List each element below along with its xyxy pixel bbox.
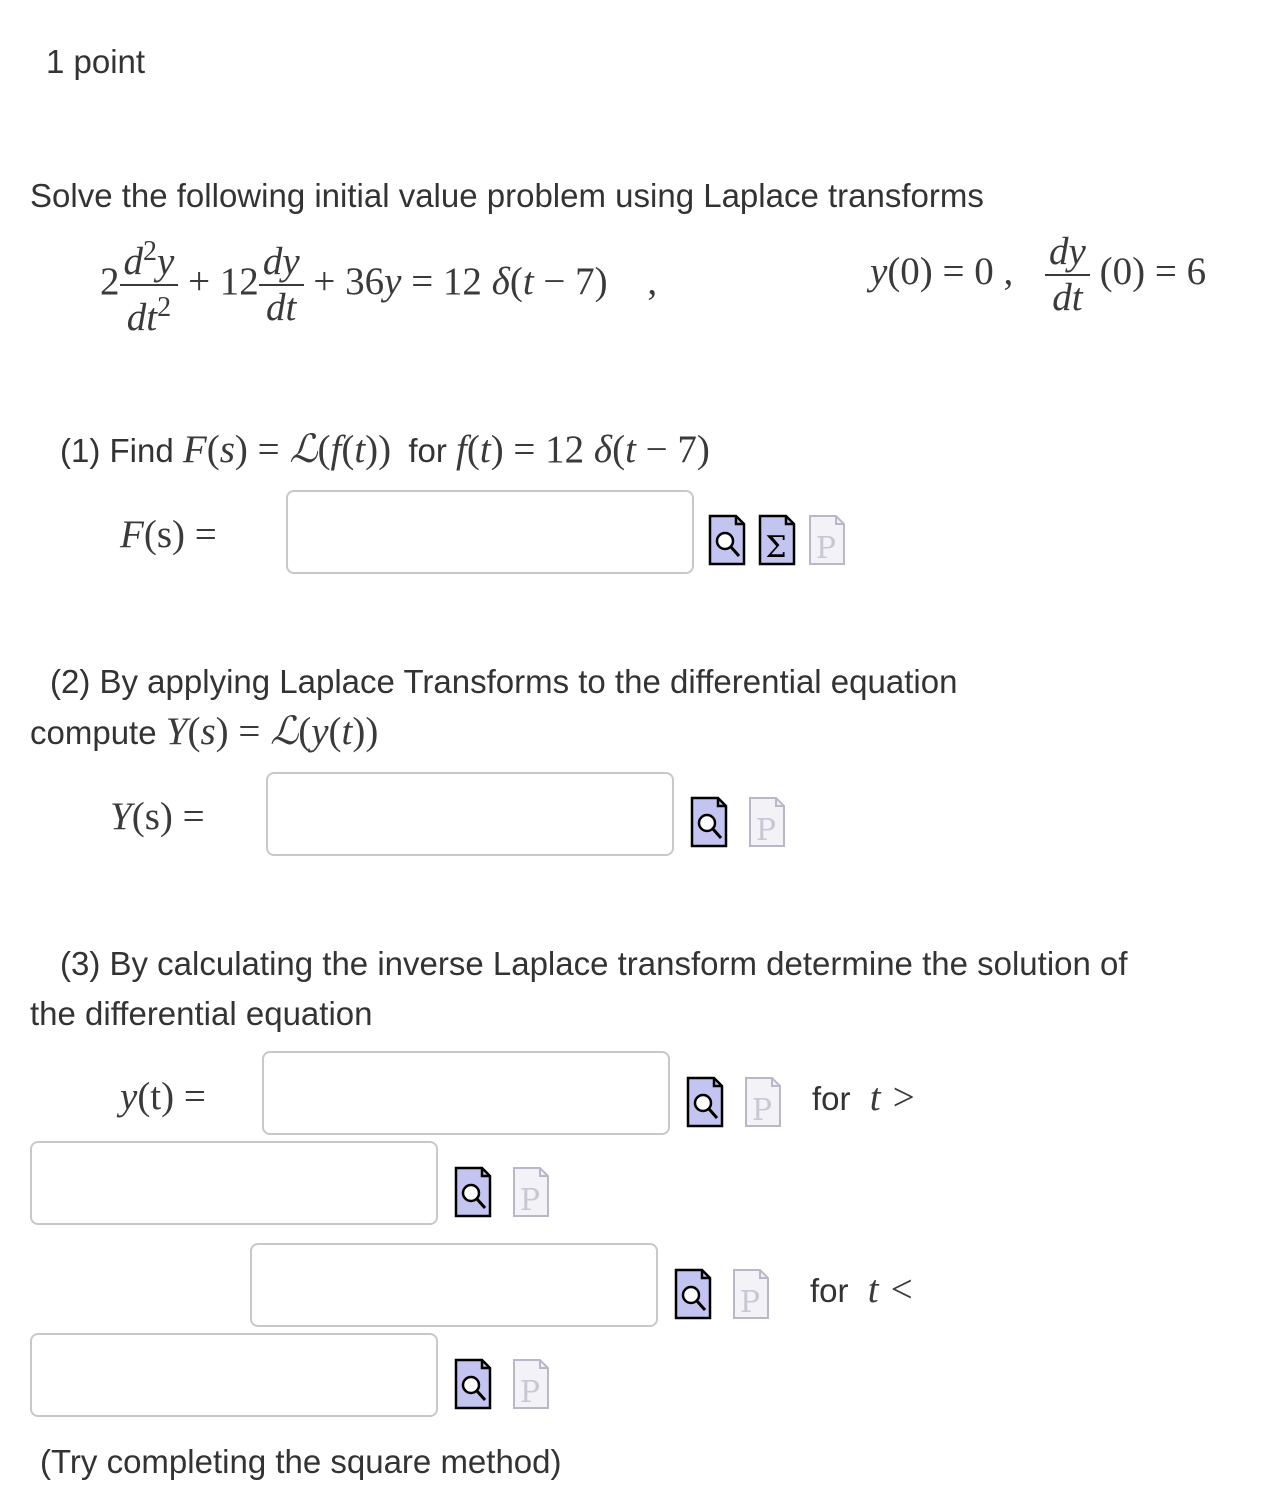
svg-text:P: P bbox=[519, 1375, 541, 1410]
part3-prompt-line1: (3) By calculating the inverse Laplace transform determine the solution of bbox=[60, 945, 1128, 982]
condition-gt bbox=[812, 1078, 917, 1119]
answer-input-y-branch1[interactable] bbox=[262, 1051, 670, 1135]
part1-find-label: (1) Find bbox=[60, 432, 174, 469]
part2-compute-label: compute bbox=[30, 714, 157, 751]
part2-prompt-line2: compute Y(s) = ℒ(y(t)) bbox=[30, 710, 379, 753]
part1-lhs bbox=[120, 512, 217, 557]
answer-input-t-threshold-lt[interactable] bbox=[30, 1333, 438, 1417]
condition-gt-for-label: for bbox=[812, 1080, 851, 1117]
answer-input-t-threshold-gt[interactable] bbox=[30, 1141, 438, 1225]
part3-lhs bbox=[120, 1074, 206, 1119]
svg-text:Σ: Σ bbox=[765, 530, 787, 565]
part2-lhs bbox=[110, 794, 205, 839]
svg-text:P: P bbox=[519, 1183, 541, 1218]
condition-lt bbox=[810, 1270, 915, 1311]
preview-magnifier-icon[interactable] bbox=[686, 1076, 724, 1128]
points-label: 1 point bbox=[46, 43, 146, 80]
ode-equation: 2 $\frac{d^2y}{dt^2}$ + 12 $\frac{dy}{dt}$ + 36y = 12 δ(t − 7) , bbox=[100, 236, 658, 339]
condition-lt-symbol: t < bbox=[867, 1268, 915, 1311]
formula-p-icon[interactable] bbox=[808, 514, 846, 566]
part1-prompt: (1) Find F(s) = ℒ(f(t)) for f(t) = 12 δ(t − 7) bbox=[60, 428, 710, 471]
part1-for-label: for bbox=[408, 432, 447, 469]
part1-lhs-var: F bbox=[120, 513, 144, 556]
part3-lhs-arg: (t) = bbox=[137, 1075, 206, 1118]
svg-text:P: P bbox=[815, 531, 837, 566]
preview-magnifier-icon[interactable] bbox=[454, 1358, 492, 1410]
preview-magnifier-icon[interactable] bbox=[454, 1166, 492, 1218]
part3-lhs-var: y bbox=[120, 1075, 138, 1118]
formula-p-icon[interactable] bbox=[512, 1166, 550, 1218]
equation-editor-sigma-icon[interactable] bbox=[758, 514, 796, 566]
formula-p-icon[interactable] bbox=[732, 1268, 770, 1320]
preview-magnifier-icon[interactable] bbox=[708, 514, 746, 566]
svg-text:P: P bbox=[755, 813, 777, 848]
svg-text:P: P bbox=[739, 1285, 761, 1320]
preview-magnifier-icon[interactable] bbox=[674, 1268, 712, 1320]
problem-intro: Solve the following initial value problem using Laplace transforms bbox=[30, 177, 984, 214]
initial-conditions: y(0) = 0 , $\frac{dy}{dt}$ (0) = 6 bbox=[870, 230, 1207, 319]
part2-lhs-arg: (s) = bbox=[131, 795, 205, 838]
part3-prompt-line2: the differential equation bbox=[30, 995, 373, 1032]
formula-p-icon[interactable] bbox=[748, 796, 786, 848]
formula-p-icon[interactable] bbox=[744, 1076, 782, 1128]
answer-input-F[interactable] bbox=[286, 490, 694, 574]
condition-gt-symbol: t > bbox=[869, 1076, 917, 1119]
part2-lhs-var: Y bbox=[110, 795, 132, 838]
preview-magnifier-icon[interactable] bbox=[690, 796, 728, 848]
condition-lt-for-label: for bbox=[810, 1272, 849, 1309]
hint-text: (Try completing the square method) bbox=[40, 1443, 562, 1480]
part2-prompt-line1: (2) By applying Laplace Transforms to the differential equation bbox=[50, 663, 958, 700]
answer-input-y-branch2[interactable] bbox=[250, 1243, 658, 1327]
answer-input-Y[interactable] bbox=[266, 772, 674, 856]
svg-text:P: P bbox=[751, 1093, 773, 1128]
part1-lhs-arg: (s) = bbox=[143, 513, 217, 556]
formula-p-icon[interactable] bbox=[512, 1358, 550, 1410]
